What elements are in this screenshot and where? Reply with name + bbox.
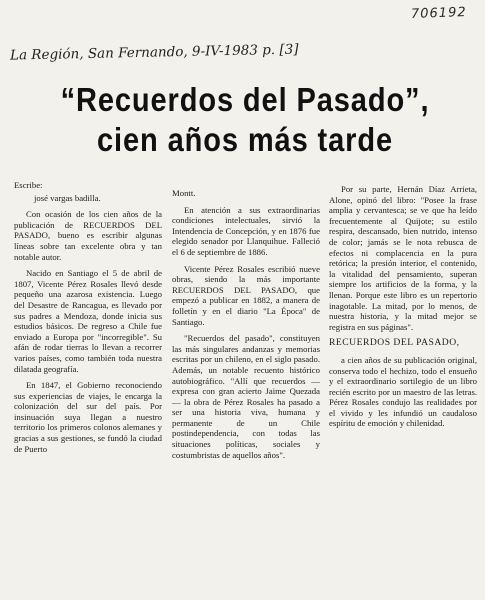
byline-author: josé vargas badilla. xyxy=(34,192,101,203)
paragraph: Vicente Pérez Rosales escribió nueve obras, siendo la más importante RECUERDOS DEL PASADO, que empezó a publicar en 1882, a manera de folletín y en el diario "La Época" de Santiago. xyxy=(172,263,320,327)
headline-line-1: “Recuerdos del Pasado”, xyxy=(60,81,430,118)
archive-number: 706192 xyxy=(411,5,468,22)
text-column-3 xyxy=(329,184,477,435)
paragraph: Por su parte, Hernán Díaz Arrieta, Alone, opinó del libro: "Posee la frase amplia y cervantesca; se ve que ha leído frecuentemente al Quijote; su estilo respira, descansado, bien nutrido, intenso de color; jamás se le nota rebusca de efectos ni complacencia en la pura retórica; la presión interior, el contenido, la vitalidad del pensamiento, superan siempre los artificios de la forma, y la llenan. Porque este libro es un repertorio inagotable. La mitad, por lo menos, de nuestra historia, y la mitad mejor se registra en sus páginas". xyxy=(329,184,477,332)
handwritten-source-note: La Región, San Fernando, 9-IV-1983 p. [3] xyxy=(9,41,299,64)
headline-line-2: cien años más tarde xyxy=(97,121,393,158)
paragraph: En 1847, el Gobierno reconociendo sus experiencias de viajes, le encarga la colonización del sur del país. Por insinuación suya llegan a nuestro territorio los primeros colonos alemanes y gracias a sus gestiones, se fundó la ciudad de Puerto xyxy=(14,380,162,454)
text-column-2 xyxy=(172,188,320,466)
byline-label: Escribe: xyxy=(14,180,43,190)
paragraph: a cien años de su publicación original, conserva todo el hechizo, todo el ensueño y el extraordinario sortilegio de un libro recién escrito por un maestro de las letras. Pérez Rosales condujo las realidades por el vivido y les infundió un caudaloso espíritu de emoción y chilenidad. xyxy=(329,354,477,429)
paragraph: En atención a sus extraordinarias condiciones intelectuales, sirvió la Intendencia de Concepción, y en 1876 fue elegido senador por Llanquihue. Falleció el 6 de septiembre de 1886. xyxy=(172,204,320,257)
article-headline xyxy=(47,80,443,160)
text-column-1 xyxy=(14,180,162,460)
paragraph: "Recuerdos del pasado", constituyen las más singulares andanzas y memorias escritas por un chileno, en el siglo pasado. Además, un notable recuento histórico autobiográfico. "Allí que recuerdos —expresa con gran acierto Jaime Quezada— la obra de Pérez Rosales ha pasado a ser una historia viva, humana y permanente de un Chile postindependencia, con todas las situaciones políticas, sociales y costumbristas de aquellos años". xyxy=(172,333,320,460)
paragraph: Con ocasión de los cien años de la publicación de RECUERDOS DEL PASADO, bueno es escribir algunas líneas sobre tan excelente obra y tan notable autor. xyxy=(14,209,162,262)
paragraph: Montt. xyxy=(172,188,196,198)
paragraph: Nacido en Santiago el 5 de abril de 1807, Vicente Pérez Rosales llevó desde pequeño una azarosa existencia. Luego del Desastre de Rancagua, es llevado por sus padres a Mendoza, donde inicia sus estudios básicos. De regreso a Chile fue enviado a Europa por "incorregible". Su afán de rodar tierras lo llevan a recorrer varios países, como también toda nuestra dilatada geografía. xyxy=(14,268,162,374)
section-subhead: RECUERDOS DEL PASADO, xyxy=(329,337,460,349)
